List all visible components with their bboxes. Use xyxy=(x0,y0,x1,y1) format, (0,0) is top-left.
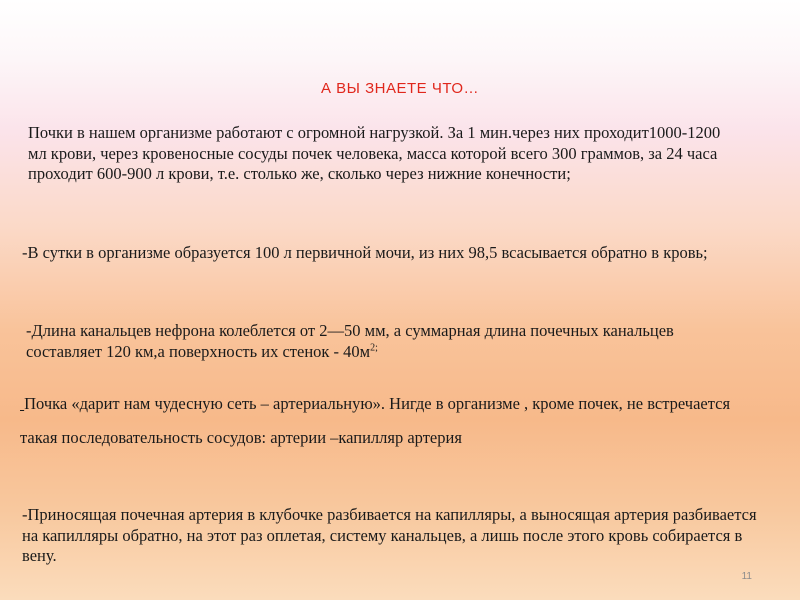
paragraph-tubule-length xyxy=(26,321,731,362)
paragraph-kidney-load: Почки в нашем организме работают с огромной нагрузкой. За 1 мин.через них проходит1000-1200 мл крови, через кровеносные сосуды почек человека, масса которой всего 300 граммов, за 24 часа проходит 600-900 л крови, т.е. столько же, сколько через нижние конечности; xyxy=(28,123,721,183)
page-number: 11 xyxy=(741,571,752,582)
paragraph-afferent-artery: -Приносящая почечная артерия в клубочке разбивается на капилляры, а выносящая артерия разбивается на капилляры обратно, на этот раз оплетая, систему канальцев, а лишь после этого кровь собирается в вену. xyxy=(22,505,757,565)
paragraph-arterial-network xyxy=(20,387,740,455)
area-superscript: 2; xyxy=(370,342,378,353)
paragraph-primary-urine: -В сутки в организме образуется 100 л первичной мочи, из них 98,5 всасывается обратно в кровь; xyxy=(22,243,708,262)
tubule-length-text: -Длина канальцев нефрона колеблется от 2—50 мм, а суммарная длина почечных канальцев составляет 120 км,а поверхность их стенок - 40м xyxy=(26,321,674,361)
slide-title: А ВЫ ЗНАЕТЕ ЧТО… xyxy=(320,80,479,97)
arterial-network-text: Почка «дарит нам чудесную сеть – артериальную». Нигде в организме , кроме почек, не встречается такая последовательность сосудов: артерии –капилляр артерия xyxy=(20,394,731,447)
